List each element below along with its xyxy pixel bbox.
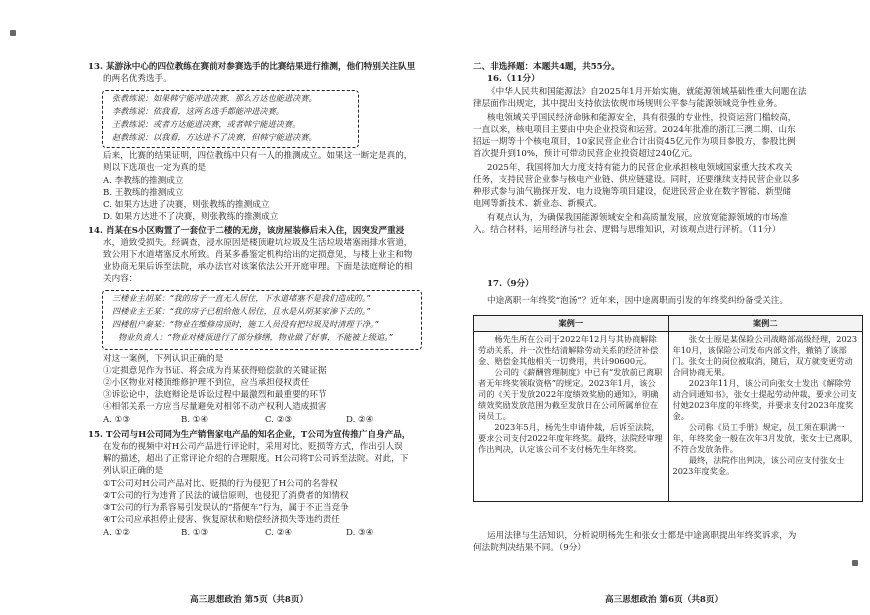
q14-choice-b: B. ①④ <box>181 415 209 425</box>
q16-line-12: 入。结合材料，运用经济与社会、逻辑与思维知识，对该观点进行评析。（11分） <box>473 225 781 235</box>
scan-mark <box>852 560 858 566</box>
left-page-footer: 高三思想政治 第5页（共8页） <box>190 595 309 605</box>
q17-heading: 17.（9分） <box>487 279 534 289</box>
q14-ask: 对这一案例，下列认识正确的是 <box>103 354 224 364</box>
right-page-footer: 高三思想政治 第6页（共8页） <box>605 595 724 605</box>
q14-item-1: ①定损意见作为书证、将会成为肖某获得赔偿款的关键证据 <box>103 366 327 376</box>
q15-choice-a: A. ①② <box>103 528 131 538</box>
section-heading: 二、非选择题：本题共4题，共55分。 <box>473 62 620 72</box>
q17-ask-line1: 运用法律与生活知识，分析说明杨先生和张女士都是中途离职提出年终奖诉求，为 <box>487 531 797 541</box>
case1-cell <box>474 332 669 502</box>
q15-item-4: ④T公司应承担停止侵害、恢复原状和赔偿经济损失等违约责任 <box>103 515 340 525</box>
q13-stem-line2: 的两名优秀选手。 <box>103 74 172 84</box>
q15-line3: 解的描述，超出了正常评论介绍的合理限度。H公司将T公司诉至法院。对此，下 <box>103 454 409 464</box>
q16-line-2: 律层面作出规定，其中提出支持依法依规市场规则公平参与能源领域竞争性业务。 <box>473 99 783 109</box>
q15-choice-c: C. ②④ <box>265 528 293 538</box>
q13-option-a: A. 李教练的推测成立 <box>103 176 184 186</box>
q14-item-4: ④相邻关系一方应当尽量避免对相邻不动产权利人造成损害 <box>103 402 327 412</box>
q14-line4: 业协商无果后诉至法院，承办法官对该案依法公开开庭审理。下面是法庭辩论的相 <box>103 262 413 272</box>
case1-title: 案例一 <box>474 316 669 332</box>
q16-heading: 16.（11分） <box>487 74 540 84</box>
q14-line2: 水，道致受损失。经调查，浸水原因是楼顶避坑垃圾及生活垃圾堵塞雨排水管道， <box>103 238 413 248</box>
q15-line4: 列认识正确的是 <box>103 466 164 476</box>
case1-para-1: 杨先生所在公司于2022年12月与其协商解除劳动关系，并一次性结清解除劳动关系的经济补偿金、赔偿金其他相关一切费用，共计90600元。 <box>478 334 659 366</box>
cases-table <box>473 315 863 502</box>
scan-mark <box>10 30 16 36</box>
q17-ask-line2: 何法院判决结果不同。（9分） <box>473 543 586 553</box>
right-page <box>440 0 870 615</box>
q15-item-3: ③T公司的行为系容易引发误认的“搭便车”行为，属于不正当竞争 <box>103 503 349 513</box>
q16-line-6: 首次提升到10%，预计可带动民营企业投资超过240亿元。 <box>473 149 698 159</box>
case1-para-2: 公司的《薪酬管理制度》中已有“发放前已离职者无年终奖领取资格”的规定。2023年1月，该公司的《关于发放2022年度绩效奖励的通知》，明确绩效奖励发放范围为截至发放日在公司所属单位在岗员工。 <box>478 367 663 421</box>
q13-stem-line1: 13. 某游泳中心的四位教练在赛前对参赛选手的比赛结果进行推测，他们特别关注队里 <box>88 62 416 72</box>
case1-para-3: 2023年5月，杨先生申请仲裁，后诉至法院，要求公司支付2022年度年终奖。最终，法院经审理作出判决，认定该公司不支付杨先生年终奖。 <box>478 422 663 454</box>
q13-quote-1: 张教练说：如果韩宁能冲进决赛，那么方达也能进决赛。 <box>112 93 317 103</box>
q15-item-2: ②T公司的行为违背了民法的诚信原则，也侵犯了消费者的知情权 <box>103 491 349 501</box>
q14-quote-1: 三楼业主胡某：“我的房子一直无人居住，下水道堵塞不是我们造成的。” <box>112 293 371 303</box>
q13-option-b: B. 王教练的推测成立 <box>103 188 184 198</box>
q13-quote-4: 赵教练说：以我看，方达进不了决赛，但韩宁能进决赛。 <box>112 132 317 142</box>
q13-quote-3: 王教练说：或者方达能进决赛，或者韩宁能进决赛。 <box>112 119 301 129</box>
case2-para-4: 最终，法院作出判决，该公司应支付张女士2023年度奖金。 <box>672 455 845 476</box>
q13-after-line2: 则以下选项也一定为真的是 <box>103 163 207 173</box>
q17-intro: 中途离职一年终奖“泡汤”？近年来，因中途离职而引发的年终奖纠纷备受关注。 <box>487 296 788 306</box>
q16-line-7: 2025年，我国将加大力度支持有能力的民营企业承担核电领域国家重大技术攻关 <box>487 163 793 173</box>
q15-line2: 在发布的视频中对H公司产品进行评论时，采用对比、贬损等方式，作出引人误 <box>103 442 403 452</box>
q13-option-d: D. 如果方达进不了决赛，则张教练的推测成立 <box>103 212 279 222</box>
q13-quote-2: 李教练说：依我看，这两名选手都能冲进决赛。 <box>112 106 284 116</box>
q14-line1: 14. 肖某在S小区购置了一套位于二楼的无房，该房屋装修后未入住，因突发严重浸 <box>88 226 405 236</box>
q16-line-3: 核电领域关乎国民经济命脉和能源安全，具有很强的专业性，投资运营门槛较高， <box>487 113 797 123</box>
q16-line-5: 招远一期等十个核电项目，10家民营企业合计出资45亿元作为项目参股方，参股比例 <box>473 137 796 147</box>
q15-line1: 15. T公司与H公司同为生产销售家电产品的知名企业，T公司为宣传推广自身产品， <box>88 430 411 440</box>
q14-choice-d: D. ②④ <box>346 415 374 425</box>
case2-title: 案例二 <box>668 316 863 332</box>
q14-line5: 关内容： <box>103 274 138 284</box>
q14-quote-4: 物业负责人：“物业对楼顶进行了部分修缮，物业做了好事，不能被上级追。” <box>118 332 393 342</box>
q16-line-10: 电网等新技术、新业态、新模式。 <box>473 199 602 209</box>
q15-item-1: ①T公司对H公司产品对比、贬损的行为侵犯了H公司的名誉权 <box>103 479 338 489</box>
case2-para-3: 公司称《员工手册》规定，员工须在职满一年，年终奖金一般在次年3月发放，张女士已离职，不符合发放条件。 <box>672 422 858 454</box>
q14-quote-2: 四楼业主王某：“我的房子已租给他人居住，且水是从胡某家渗下去的。” <box>112 306 371 316</box>
q14-choice-c: C. ②③ <box>265 415 293 425</box>
q15-choice-b: B. ①③ <box>181 528 209 538</box>
q16-line-11: 有观点认为，为确保我国能源领域安全和高质量发展，应放宽能源领域的市场准 <box>487 213 788 223</box>
q14-line3: 致公用下水道堵塞反水所致。肖某多番鉴定机构给出的定损意见，与楼上业主和物 <box>103 250 413 260</box>
q14-item-3: ③诉讼论中，法庭辩论是诉讼过程中最激烈和最重要的环节 <box>103 390 327 400</box>
q16-line-8: 任务，支持民营企业参与核电产业链、供应链建设。同时，还要继续支持民营企业以多 <box>473 175 800 185</box>
q16-line-4: 一直以来，核电项目主要由中央企业投资和运营。2024年批准的浙江三澳二期、山东 <box>473 125 796 135</box>
q13-option-c: C. 如果方达进了决赛，则张教练的推测成立 <box>103 200 270 210</box>
q13-after-line1: 后来，比赛的结果证明，四位教练中只有一人的推测成立。如果这一断定是真的， <box>103 151 413 161</box>
q15-choice-d: D. ③④ <box>346 528 374 538</box>
q14-quote-3: 四楼租户秦某：“物业在维修房顶时，施工人员没有把垃圾及时清理干净。” <box>112 319 379 329</box>
q14-item-2: ②小区物业对楼顶维修护理不到位，应当承担侵权责任 <box>103 378 310 388</box>
case2-cell <box>668 332 863 502</box>
q16-line-1: 《中华人民共和国能源法》自2025年1月开始实施，就能源领域基础性重大问题在法 <box>487 87 807 97</box>
case2-para-1: 张女士原是某保险公司战略部高级经理，2023年10月，该保险公司发布内部文件，撤销了该部门。张女士的岗位被取消，随后，双方就变更劳动合同协商无果。 <box>672 334 858 377</box>
q16-line-9: 种形式参与油气勘探开发、电力设施等项目建设，促进民营企业在数字智能、新型储 <box>473 187 791 197</box>
case2-para-2: 2023年11月，该公司向张女士发出《解除劳动合同通知书》，张女士提起劳动仲裁，要求公司支付她2023年度的年终奖，并要求支付2023年度奖金。 <box>672 378 857 421</box>
q14-choice-a: A. ①③ <box>103 415 131 425</box>
